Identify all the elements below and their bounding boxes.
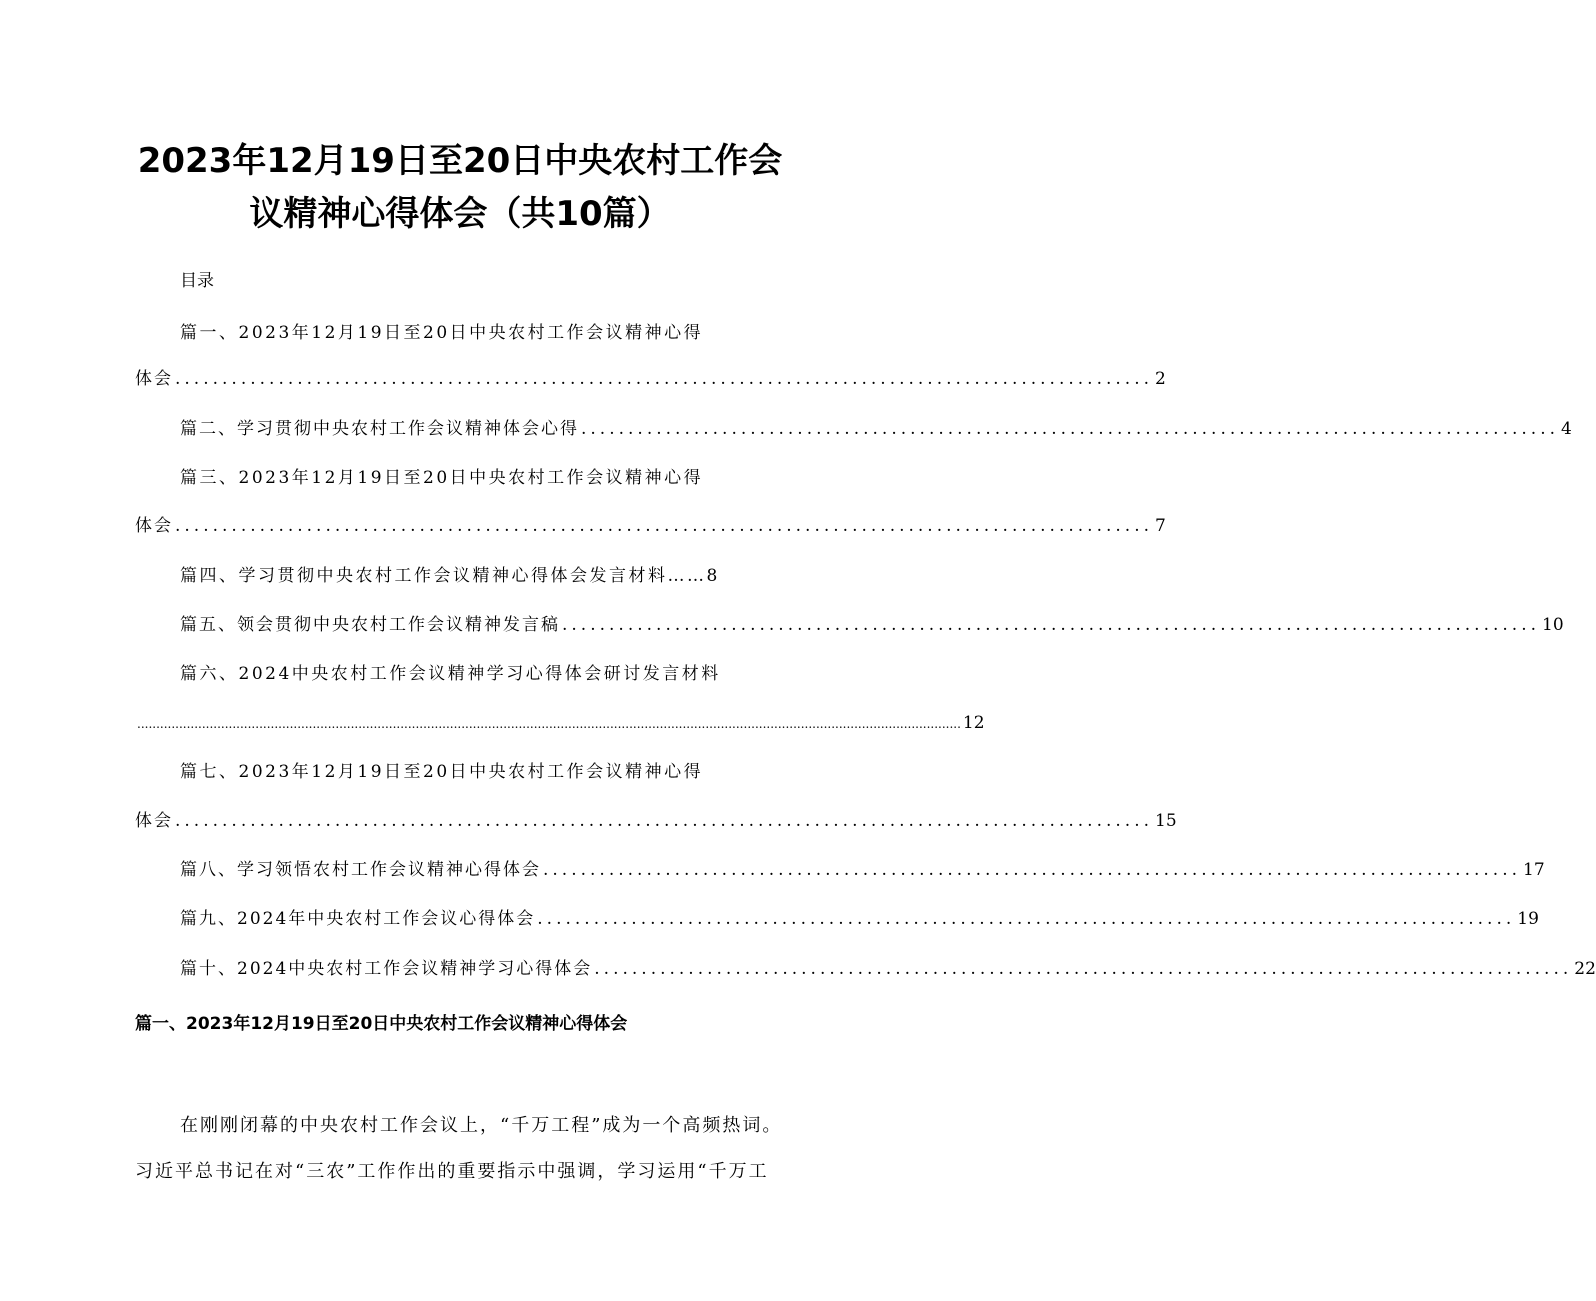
toc-entry-3-title-cont: 体会 <box>135 516 173 536</box>
toc-leader-dots: ........................................................................................................ <box>581 419 1559 439</box>
toc-entry-5-page: 10 <box>1542 615 1564 635</box>
toc-entry-8-page: 17 <box>1523 860 1545 880</box>
toc-entry-6-title[interactable]: 篇六、2024中央农村工作会议精神学习心得体会研讨发言材料 <box>180 664 721 684</box>
toc-heading: 目录 <box>180 271 214 291</box>
toc-entry-7-title[interactable]: 篇七、2023年12月19日至20日中央农村工作会议精神心得 <box>180 762 704 782</box>
toc-entry-10-title: 篇十、2024中央农村工作会议精神学习心得体会 <box>180 959 593 979</box>
toc-entry-8[interactable] <box>180 857 1545 883</box>
toc-entry-9-page: 19 <box>1517 909 1539 929</box>
toc-entry-7-title-cont: 体会 <box>135 811 173 831</box>
toc-leader-dots: ........................................................................................................ <box>175 516 1153 536</box>
toc-leader-dots: ........................................................................................................ <box>175 811 1153 831</box>
toc-leader-dots: ........................................................................................................ <box>537 909 1516 929</box>
section-heading: 篇一、2023年12月19日至20日中央农村工作会议精神心得体会 <box>135 1014 628 1034</box>
toc-entry-3-title[interactable]: 篇三、2023年12月19日至20日中央农村工作会议精神心得 <box>180 468 704 488</box>
toc-leader-dots: ........................................................................................................ <box>543 860 1521 880</box>
toc-entry-9[interactable] <box>180 906 1539 932</box>
toc-entry-9-title: 篇九、2024年中央农村工作会议心得体会 <box>180 909 536 929</box>
toc-leader-dots: ........................................................................................................ <box>562 615 1540 635</box>
toc-entry-1-title-cont: 体会 <box>135 369 173 389</box>
toc-leader-dots: ........................................................................................................ <box>594 959 1573 979</box>
toc-entry-8-title: 篇八、学习领悟农村工作会议精神心得体会 <box>180 860 541 880</box>
toc-entry-1-title[interactable]: 篇一、2023年12月19日至20日中央农村工作会议精神心得 <box>180 323 704 343</box>
toc-entry-5-title: 篇五、领会贯彻中央农村工作会议精神发言稿 <box>180 615 560 635</box>
toc-entry-2-page: 4 <box>1561 419 1572 439</box>
toc-entry-10[interactable] <box>180 956 1596 982</box>
body-paragraph-line-2: 习近平总书记在对“三农”工作作出的重要指示中强调，学习运用“千万工 <box>135 1161 769 1182</box>
toc-entry-2-title: 篇二、学习贯彻中央农村工作会议精神体会心得 <box>180 419 579 439</box>
toc-entry-6-page: 12 <box>962 713 985 733</box>
toc-entry-2[interactable] <box>180 416 1572 442</box>
toc-leader-dots: ........................................................................................................ <box>175 369 1153 389</box>
document-title-line-1: 2023年12月19日至20日中央农村工作会 <box>137 141 783 181</box>
toc-entry-7-line[interactable] <box>135 808 1177 834</box>
toc-entry-6-line[interactable] <box>135 710 985 736</box>
toc-entry-3-line[interactable] <box>135 513 1166 539</box>
toc-entry-1-page: 2 <box>1155 369 1166 389</box>
toc-entry-7-page: 15 <box>1155 811 1177 831</box>
toc-entry-1-line[interactable] <box>135 366 1166 392</box>
toc-leader-dots: ........................................................................................................................................................................................................................ <box>137 717 961 731</box>
toc-entry-10-page: 22 <box>1574 959 1596 979</box>
document-title-line-2: 议精神心得体会（共10篇） <box>249 194 671 234</box>
toc-entry-4[interactable]: 篇四、学习贯彻中央农村工作会议精神心得体会发言材料……8 <box>180 566 720 586</box>
toc-entry-3-page: 7 <box>1155 516 1166 536</box>
toc-entry-5[interactable] <box>180 612 1564 638</box>
body-paragraph-line-1: 在刚刚闭幕的中央农村工作会议上，“千万工程”成为一个高频热词。 <box>180 1115 783 1136</box>
